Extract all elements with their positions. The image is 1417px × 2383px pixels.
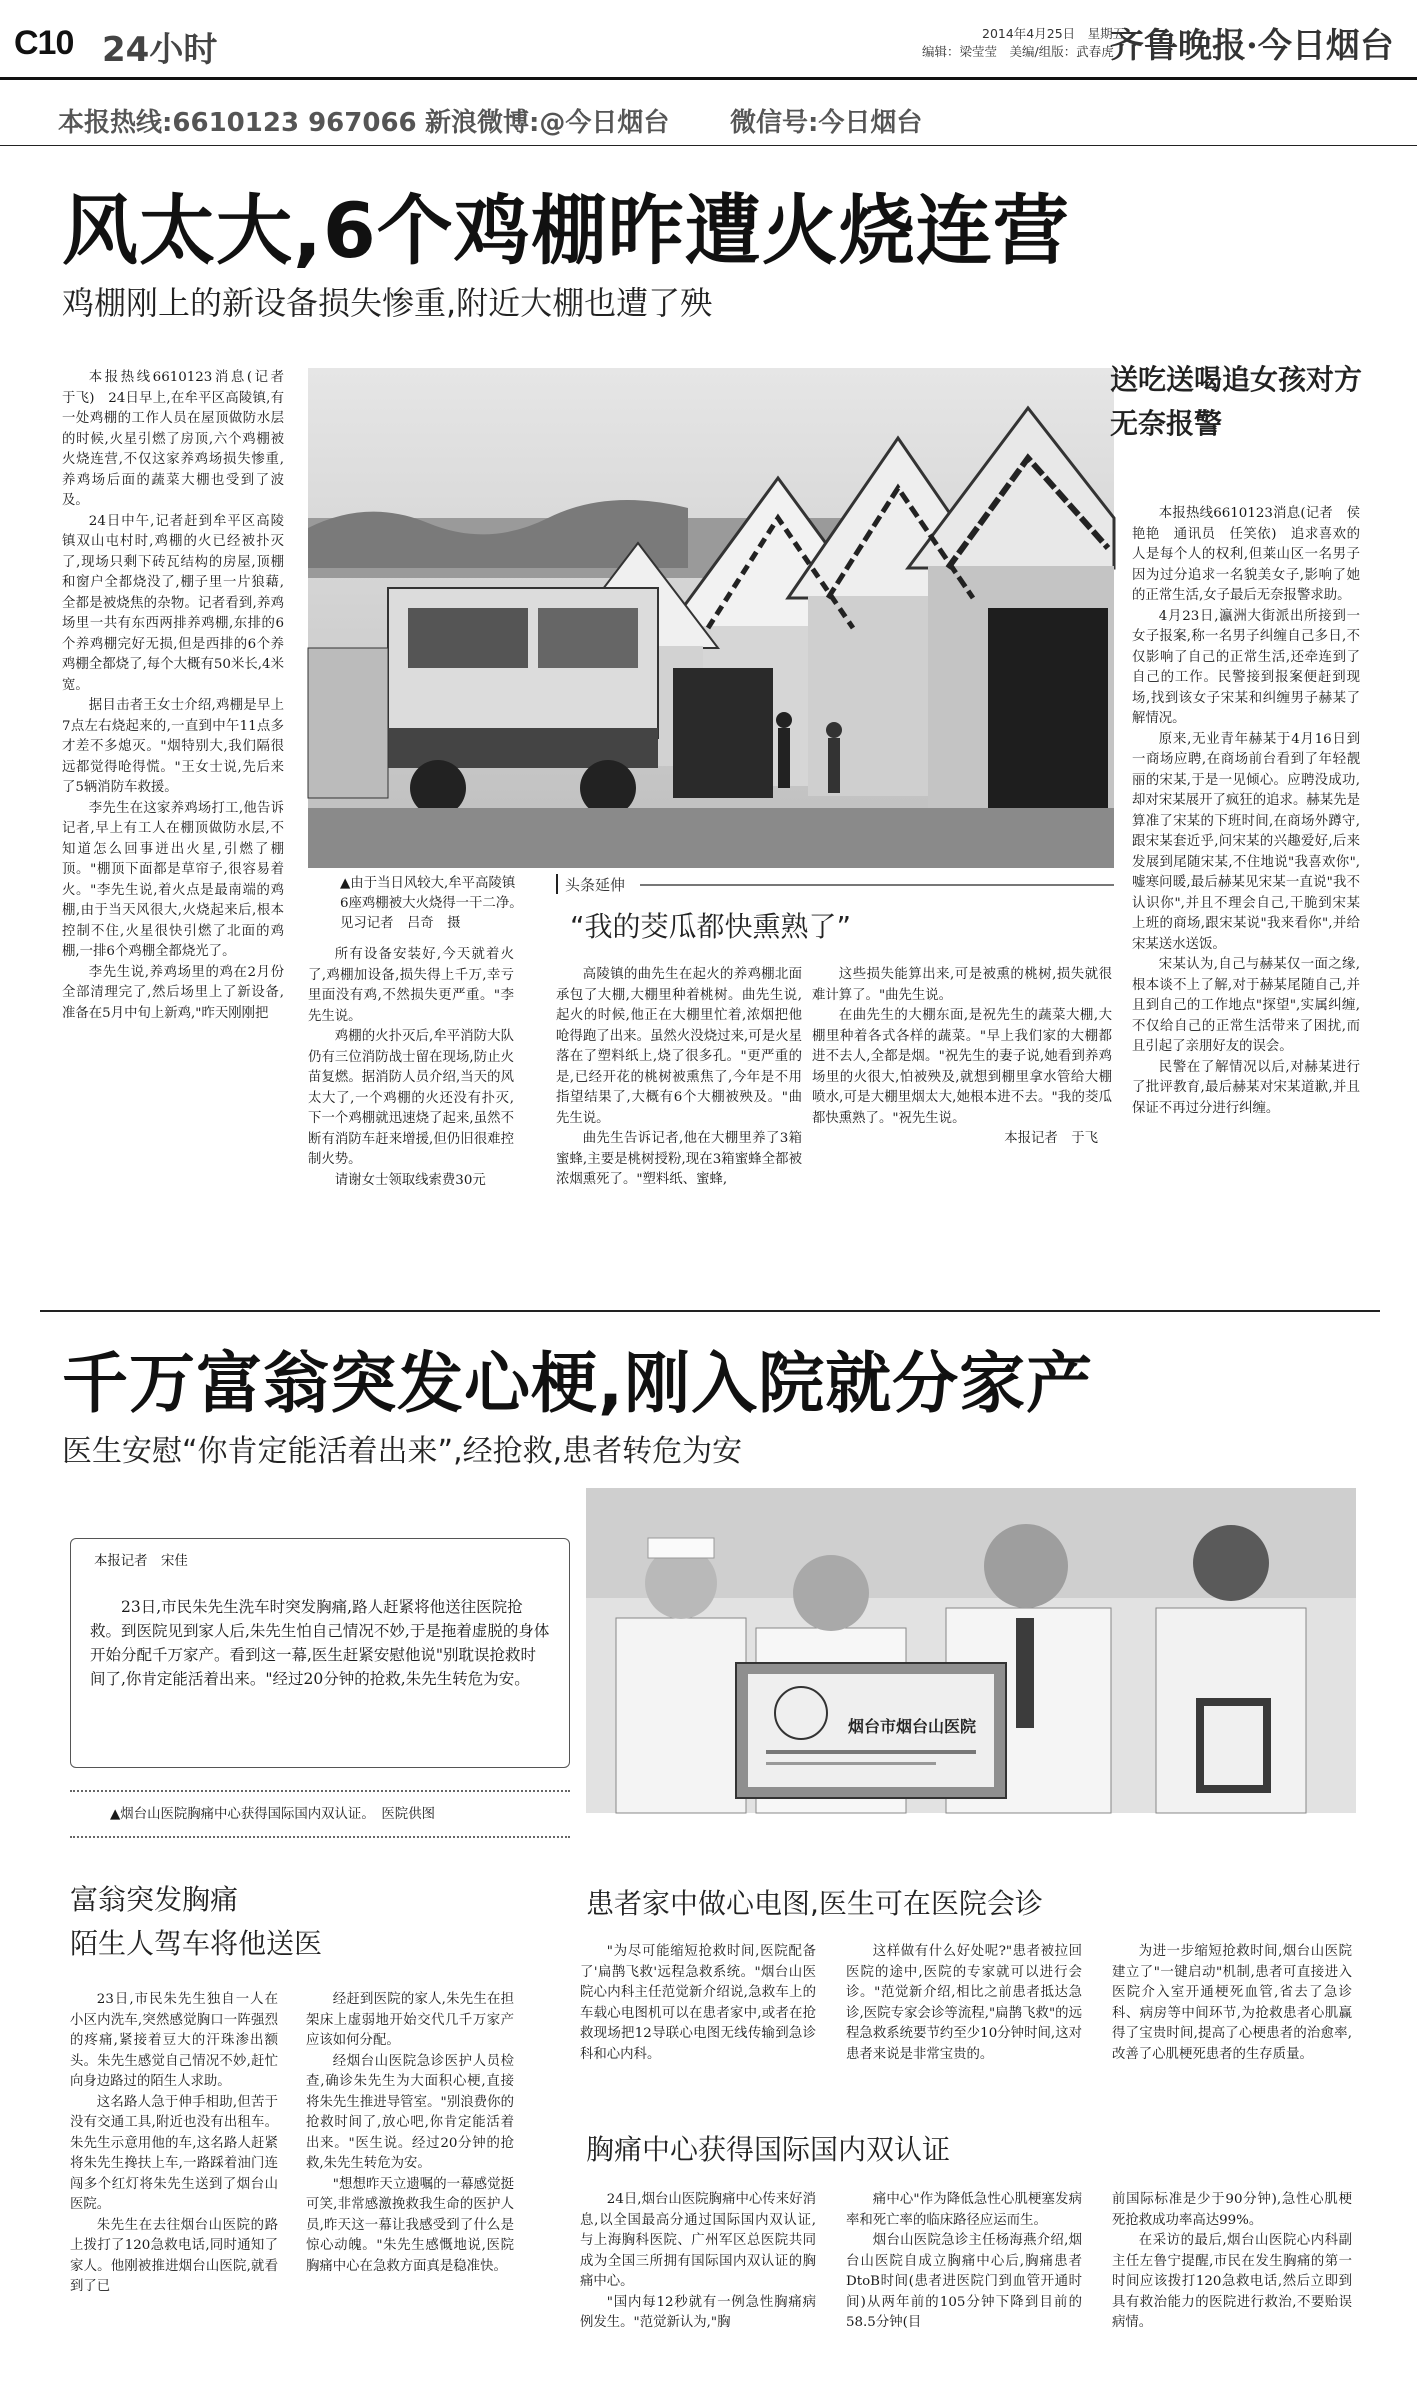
story3-byline: 本报记者 宋佳: [88, 1550, 194, 1569]
sub3-column-3: 前国际标准是少于90分钟),急性心肌梗死抢救成功率高达99%。 在采访的最后,烟台山医院心内科副主任左鲁宁提醒,市民在发生胸痛的第一时间应该拨打120急救电话,然后立即到具有救治能力的医院进行救治,不要贻误病情。: [1112, 2192, 1352, 2330]
sidebar-tag-bar: [556, 874, 558, 894]
plaque-hospital-name: 烟台市烟台山医院: [848, 1717, 977, 1736]
sub3-column-1: 24日,烟台山医院胸痛中心传来好消息,以全国最高分通过国际国内双认证,与上海胸科医院、广州军区总医院共同成为全国三所拥有国际国内双认证的胸痛中心。 "国内每12秒就有一例急性胸痛病例发生。"范觉新认为,"胸: [580, 2192, 816, 2330]
hotline-phone: 本报热线:6610123 967066: [58, 108, 417, 138]
hotline-wechat: 微信号:今日烟台: [730, 108, 923, 138]
story1-subheadline: 鸡棚刚上的新设备损失惨重,附近大棚也遭了殃: [62, 284, 713, 322]
fire-scene-illustration: [308, 368, 1114, 868]
story3-lead: 23日,市民朱先生洗车时突发胸痛,路人赶紧将他送往医院抢救。到医院见到家人后,朱先生怕自己情况不妙,于是拖着虚脱的身体开始分配千万家产。看到这一幕,医生赶紧安慰他说"别耽误抢救时间了,你肯定能活着出来。"经过20分钟的抢救,朱先生转危为安。: [90, 1598, 550, 1688]
sub3-headline: 胸痛中心获得国际国内双认证: [586, 2133, 951, 2166]
doctors-illustration: [586, 1488, 1356, 1813]
story3-photo-caption: ▲烟台山医院胸痛中心获得国际国内双认证。 医院供图: [110, 1807, 435, 1822]
issue-date: 2014年4月25日 星期五: [982, 26, 1126, 41]
hotline-weibo: 新浪微博:@今日烟台: [425, 108, 670, 138]
story1-photo-caption: ▲由于当日风较大,牟平高陵镇6座鸡棚被大火烧得一干二净。 见习记者 吕奇 摄: [340, 876, 530, 931]
story3-headline: 千万富翁突发心梗,刚入院就分家产: [62, 1345, 1094, 1422]
sub2-headline: 患者家中做心电图,医生可在医院会诊: [586, 1887, 1043, 1920]
story1-headline: 风太大,6个鸡棚昨遭火烧连营: [62, 186, 1070, 275]
sidebar-column-1: 高陵镇的曲先生在起火的养鸡棚北面承包了大棚,大棚里种着桃树。曲先生说,起火的时候,他正在大棚里忙着,浓烟把他呛得跑了出来。虽然火没烧过来,可是火星落在了塑料纸上,烧了很多孔。"更严重的是,已经开花的桃树被熏焦了,今年是不用指望结果了,大概有6个大棚被殃及。"曲先生说。 曲先生告诉记者,他在大棚里养了3箱蜜蜂,主要是桃树授粉,现在3箱蜜蜂全都被浓烟熏死了。"塑料纸、蜜蜂,: [556, 967, 802, 1187]
sidebar-tag: 头条延伸: [565, 876, 626, 894]
section-name: 24小时: [102, 30, 218, 70]
chicken-shed-fire-photo: [308, 368, 1114, 868]
sidebar-column-2: 这些损失能算出来,可是被熏的桃树,损失就很难计算了。"曲先生说。 在曲先生的大棚东面,是祝先生的蔬菜大棚,大棚里种着各式各样的蔬菜。"早上我们家的大棚都进不去人,全都是烟。"祝先生的妻子说,她看到养鸡场里的火很大,怕被殃及,就想到棚里拿水管给大棚喷水,可是大棚里烟太大,她根本进不去。"我的茭瓜都快熏熟了。"祝先生说。 本报记者 于飞: [812, 967, 1112, 1146]
editor-credits: 编辑：梁莹莹 美编/组版：武春虎: [922, 44, 1114, 59]
hospital-certificate-photo: [586, 1488, 1356, 1813]
story1-column-2: 所有设备安装好,今天就着火了,鸡棚加设备,损失得上千万,幸亏里面没有鸡,不然损失更严重。"李先生说。 鸡棚的火扑灭后,牟平消防大队仍有三位消防战士留在现场,防止火苗复燃。据消防人员介绍,当天的风太大了,一个鸡棚的火还没有扑灭,下一个鸡棚就迅速烧了起来,虽然不断有消防车赶来增援,但仍旧很难控制火势。 请谢女士领取线索费30元: [308, 947, 514, 1188]
hotline-bar: [0, 98, 1417, 146]
masthead-logo: 齐鲁晚报·今日烟台: [1110, 26, 1394, 66]
sub1-column-2: 经赶到医院的家人,朱先生在担架床上虚弱地开始交代几千万家产应该如何分配。 经烟台山医院急诊医护人员检查,确诊朱先生为大面积心梗,直接将朱先生推进导管室。"别浪费你的抢救时间了,放心吧,你肯定能活着出来。"医生说。经过20分钟的抢救,朱先生转危为安。 "想想昨天立遗嘱的一幕感觉挺可笑,非常感激挽救我生命的医护人员,昨天这一幕让我感受到了什么是惊心动魄。"朱先生感慨地说,医院胸痛中心在急救方面真是稳准快。: [306, 1992, 514, 2274]
sub1-headline-b: 陌生人驾车将他送医: [70, 1927, 323, 1960]
sub1-column-1: 23日,市民朱先生独自一人在小区内洗车,突然感觉胸口一阵强烈的疼痛,紧接着豆大的汗珠渗出额头。朱先生感觉自己情况不妙,赶忙向身边路过的陌生人求助。 这名路人急于伸手相助,但苦于没有交通工具,附近也没有出租车。朱先生示意用他的车,这名路人赶紧将朱先生搀扶上车,一路踩着油门连闯多个红灯将朱先生送到了烟台山医院。 朱先生在去往烟台山医院的路上拨打了120急救电话,同时通知了家人。他刚被推进烟台山医院,就看到了已: [70, 1992, 278, 2294]
sub2-column-1: "为尽可能缩短抢救时间,医院配备了'扁鹊飞救'远程急救系统。"烟台山医院心内科主任范觉新介绍说,急救车上的车载心电图机可以在患者家中,或者在抢救现场把12导联心电图无线传输到急诊科和心内科。: [580, 1944, 816, 2062]
story-divider-1: [40, 1310, 1380, 1312]
sub3-column-2: 痛中心"作为降低急性心肌梗塞发病率和死亡率的临床路径应运而生。 烟台山医院急诊主任杨海燕介绍,烟台山医院自成立胸痛中心后,胸痛患者DtoB时间(患者进医院门到血管开通时间)从两年前的105分钟下降到目前的58.5分钟(目: [846, 2192, 1082, 2330]
story2-headline: 送吃送喝追女孩对方无奈报警: [1110, 363, 1363, 440]
page-number: C10: [14, 24, 74, 62]
caption-dotted-rule: [70, 1836, 570, 1838]
sub1-headline-a: 富翁突发胸痛: [70, 1883, 239, 1916]
lead-dotted-rule: [70, 1790, 570, 1792]
sub2-column-3: 为进一步缩短抢救时间,烟台山医院建立了"一键启动"机制,患者可直接进入医院介入室开通梗死血管,省去了急诊科、病房等中间环节,为抢救患者心肌赢得了宝贵时间,提高了心梗患者的治愈率,改善了心肌梗死患者的生存质量。: [1112, 1944, 1352, 2062]
sidebar-headline: “我的茭瓜都快熏熟了”: [570, 910, 852, 943]
sidebar-tag-rule: [640, 884, 1114, 886]
sub2-column-2: 这样做有什么好处呢?"患者被拉回医院的途中,医院的专家就可以进行会诊。"范觉新介绍,相比之前患者抵达急诊,医院专家会诊等流程,"扁鹊飞救"的远程急救系统要节约至少10分钟时间,这对患者来说是非常宝贵的。: [846, 1944, 1082, 2062]
story2-body: 本报热线6610123消息(记者 侯艳艳 通讯员 任笑依) 追求喜欢的人是每个人的权利,但莱山区一名男子因为过分追求一名貌美女子,影响了她的正常生活,女子最后无奈报警求助。 4月23日,瀛洲大街派出所接到一女子报案,称一名男子纠缠自己多日,不仅影响了自己的正常生活,还牵连到了自己的工作。民警接到报案便赶到现场,找到该女子宋某和纠缠男子赫某了解情况。 原来,无业青年赫某于4月16日到一商场应聘,在商场前台看到了年轻靓丽的宋某,于是一见倾心。应聘没成功,却对宋某展开了疯狂的追求。赫某先是算准了宋某的下班时间,在商场外蹲守,跟宋某套近乎,问宋某的兴趣爱好,后来发展到尾随宋某,不住地说"我喜欢你",嘘寒问暖,最后赫某见宋某一直说"我不认识你",并且不理会自己,干脆到宋某上班的商场,跟宋某说"我来看你",并给宋某送水送饭。 宋某认为,自己与赫某仅一面之缘,根本谈不上了解,对于赫某尾随自己,并且到自己的工作地点"探望",实属纠缠,不仅给自己的正常生活带来了困扰,而且引起了亲朋好友的误会。 民警在了解情况以后,对赫某进行了批评教育,最后赫某对宋某道歉,并且保证不再过分进行纠缠。: [1132, 506, 1360, 1116]
page-header: [0, 0, 1417, 80]
story3-subheadline: 医生安慰“你肯定能活着出来”,经抢救,患者转危为安: [62, 1434, 743, 1469]
story1-column-1: 本报热线6610123消息(记者 于飞) 24日早上,在牟平区高陵镇,有一处鸡棚的工作人员在屋顶做防水层的时候,火星引燃了房顶,六个鸡棚被火烧连营,不仅这家养鸡场损失惨重,养鸡场后面的蔬菜大棚也受到了波及。 24日中午,记者赶到牟平区高陵镇双山屯村时,鸡棚的火已经被扑灭了,现场只剩下砖瓦结构的房屋,顶棚和窗户全都烧没了,棚子里一片狼藉,全都是被烧焦的杂物。记者看到,养鸡场里一共有东西两排养鸡棚,东排的6个养鸡棚完好无损,但是西排的6个养鸡棚全都烧了,每个大概有50米长,4米宽。 据目击者王女士介绍,鸡棚是早上7点左右烧起来的,一直到中午11点多才差不多熄灭。"烟特别大,我们隔很远都觉得呛得慌。"王女士说,先后来了5辆消防车救援。 李先生在这家养鸡场打工,他告诉记者,早上有工人在棚顶做防水层,不知道怎么回事迸出火星,引燃了棚顶。"棚顶下面都是草帘子,很容易着火。"李先生说,着火点是最南端的鸡棚,由于当天风很大,火烧起来后,根本控制不住,火星很快引燃了北面的鸡棚,一排6个鸡棚全都烧光了。 李先生说,养鸡场里的鸡在2月份全部清理完了,然后场里上了新设备,准备在5月中旬上新鸡,"昨天刚刚把: [62, 370, 298, 1021]
